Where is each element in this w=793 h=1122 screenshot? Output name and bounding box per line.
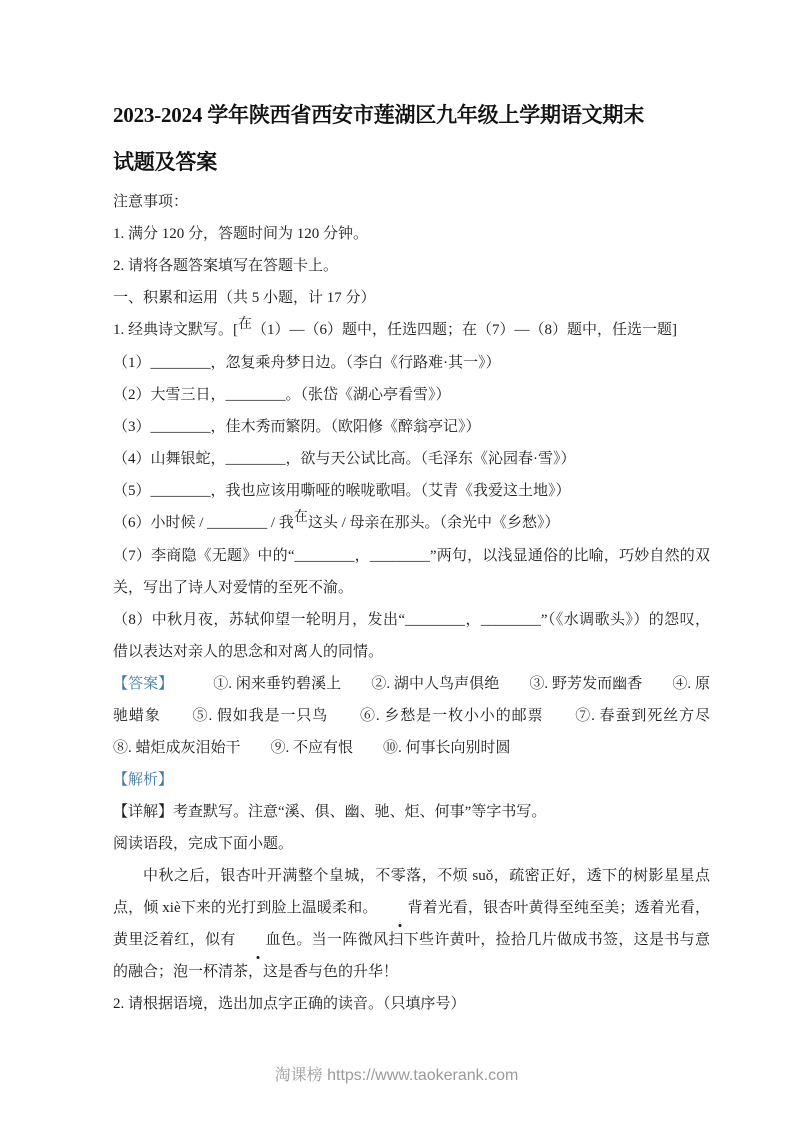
page-title-line-1: 2023-2024 学年陕西省西安市莲湖区九年级上学期语文期末 <box>113 103 645 127</box>
q1-stem-post: （1）—（6）题中，任选四题；在（7）—（8）题中，任选一题] <box>252 322 677 338</box>
passage-emphasized-char-1: 背 <box>377 892 422 924</box>
passage-seg-3: 色。当一阵微风扫下些许黄叶，捡拾几片做成书签，这是书与意的融合；泡一杯清茶，这是香与色的升华！ <box>113 932 710 980</box>
answer-text: ①. 闲来垂钓碧溪上 ②. 湖中人鸟声俱绝 ③. 野芳发而幽香 ④. 原驰蜡象 ⑤. 假如我是一只鸟 ⑥. 乡愁是一枚小小的邮票 ⑦. 春蚕到死丝方尽 ⑧. 蜡炬成灰泪始干 ⑨. 不应有恨 ⑩. 何事长向别时圆 <box>113 676 741 756</box>
detail-label: 【详解】 <box>113 804 174 820</box>
q1-item-4: （4）山舞银蛇，________，欲与天公试比高。（毛泽东《沁园春·雪》） <box>113 451 576 467</box>
q1-answer <box>113 668 741 764</box>
notice-item-1: 1. 满分 120 分，答题时间为 120 分钟。 <box>113 226 369 242</box>
q1-stem <box>113 314 710 347</box>
q1-item-6-pre: （6）小时候 / ________ / 我 <box>113 515 294 531</box>
reading-passage <box>113 860 710 988</box>
passage-seg-1: 中秋之后，银杏叶开满整个皇城，不零落，不烦 suǒ，疏密正好，透下的树影星星点点，倾 xiè下来的光打到脸上温暖柔和。 <box>113 868 710 916</box>
passage-emphasized-char-2: 血 <box>236 924 281 956</box>
q1-item-8: （8）中秋月夜，苏轼仰望一轮明月，发出“________，________”（《水调歌头》）的怨叹，借以表达对亲人的思念和对离人的同情。 <box>113 612 710 660</box>
q1-item-6 <box>113 507 710 540</box>
q1-item-3: （3）________，佳木秀而繁阴。（欧阳修《醉翁亭记》） <box>113 419 481 435</box>
q1-item-6-superscript-char: 在 <box>293 510 308 525</box>
passage-seg-2: 着光看，银杏叶黄得至纯至美；透着光看，黄里泛着红，似有 <box>113 900 710 948</box>
reading-intro: 阅读语段，完成下面小题。 <box>113 836 294 852</box>
q1-item-7: （7）李商隐《无题》中的“________，________”两句，以浅显通俗的比喻，巧妙自然的双关，写出了诗人对爱情的至死不渝。 <box>113 548 710 596</box>
answer-label: 【答案】 <box>113 676 174 692</box>
q1-item-2: （2）大雪三日，________。（张岱《湖心亭看雪》） <box>113 387 451 403</box>
q1-item-1: （1）________，忽复乘舟梦日边。（李白《行路难·其一》） <box>113 355 501 371</box>
q1-detail <box>113 796 710 828</box>
q1-stem-superscript-char: 在 <box>238 317 252 332</box>
q1-stem-pre: 1. 经典诗文默写。[ <box>113 322 238 338</box>
notice-heading: 注意事项： <box>113 194 189 210</box>
q2-stem: 2. 请根据语境，选出加点字正确的读音。（只填序号） <box>113 996 466 1012</box>
document-content <box>113 92 741 1020</box>
notice-item-2: 2. 请将各题答案填写在答题卡上。 <box>113 258 339 274</box>
analysis-label: 【解析】 <box>113 772 174 788</box>
page-title-line-2: 试题及答案 <box>113 150 217 174</box>
page-title <box>113 92 710 186</box>
q1-item-6-post: 这头 / 母亲在那头。（余光中《乡愁》） <box>307 515 560 531</box>
detail-text: 考查默写。注意“溪、俱、幽、驰、炬、何事”等字书写。 <box>173 804 547 820</box>
page-footer <box>0 1062 793 1085</box>
section-heading-accumulation: 一、积累和运用（共 5 小题，计 17 分） <box>113 290 376 306</box>
footer-watermark-text: 淘课榜 https://www.taokerank.com <box>274 1067 519 1084</box>
q1-item-5: （5）________，我也应该用嘶哑的喉咙歌唱。（艾青《我爱这土地》） <box>113 483 571 499</box>
q1-analysis-label <box>113 764 710 796</box>
